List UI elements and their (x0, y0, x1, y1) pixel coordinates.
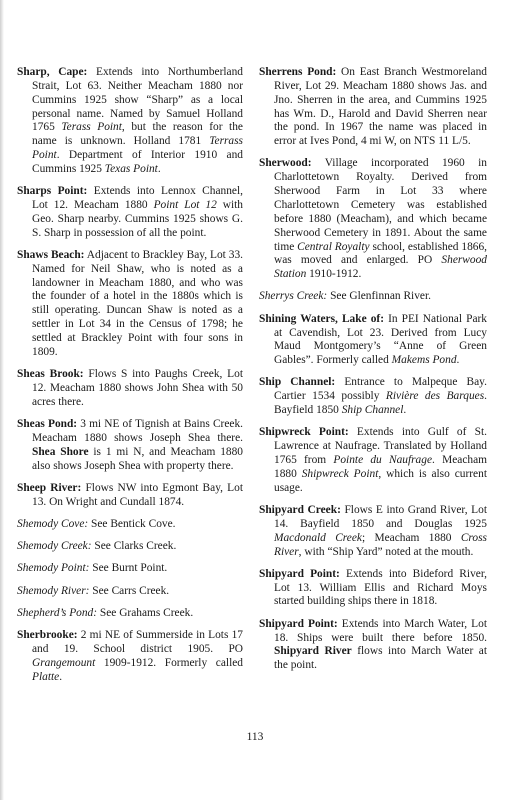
cross-reference-shemody-river (17, 585, 243, 599)
entry-text-run: Texas Point (104, 162, 158, 175)
entry-text-run: Extends into Bideford River, Lot 13. William Ellis and Richard Moys started building ships there in 1818. (274, 567, 488, 608)
entry-text-run: Adjacent to Brackley Bay, Lot 33. Named for Neil Shaw, who is noted as a landowner in Meacham 1880, and who was the founder of a hotel in the 1880s which is still operating. Duncan Shaw is noted as a settler in Lot 34 in the Census of 1798; he settled at Brackley Point with four sons in 1809. (32, 248, 243, 358)
entry-text-run: On East Branch Westmoreland River, Lot 29. Meacham 1880 shows Jas. and Jno. Sherren in the area, and Cummins 1925 has Wm. D., Harold and David Sherren near the pond. In 1967 the name was placed in error at Ives Pond, 4 mi W, on NTS 11 L/5. (274, 66, 487, 148)
entry-headword: Shipwreck Point: (259, 426, 349, 439)
entry-text-run: , but the reason for the name is unknown. Holland 1781 (32, 121, 243, 148)
gazetteer-entry-sheas-brook (17, 368, 243, 410)
entry-text-run: Ship Channel (341, 404, 404, 417)
entry-headword: Sherbrooke: (17, 628, 78, 641)
entry-headword: Sherrys Creek: (259, 290, 328, 303)
entry-text-run: In PEI National Park at Cavendish, Lot 23. Derived from Lucy Maud Montgomery’s “Anne of Green Gables”. Formerly called (274, 312, 487, 367)
entry-text-run: 2 mi NE of Summerside in Lots 17 and 19. School district 1905. PO (32, 628, 243, 655)
gazetteer-entry-shipyard-point (259, 568, 487, 610)
page-gutter-shadow (0, 0, 4, 800)
entry-text-run: flows into March Water at the point. (274, 645, 488, 672)
cross-reference-sherrys-creek (259, 290, 487, 304)
gazetteer-entry-shining-waters-lake-of (259, 313, 487, 368)
entry-text-run: . (59, 670, 63, 683)
entry-text-run: Pointe du Naufrage (333, 454, 433, 467)
entry-text-run: Terrass Point (32, 135, 243, 162)
entry-headword: Shemody Creek: (17, 540, 92, 553)
entry-headword: Shemody Point: (17, 562, 90, 575)
gazetteer-entry-sharps-point (17, 185, 243, 240)
entry-text-run: . Meacham 1880 (274, 454, 487, 480)
gazetteer-entry-shipyard-point (259, 618, 487, 673)
entry-headword: Sharp, Cape: (17, 66, 88, 78)
entry-text-run: Grangemount (32, 656, 96, 669)
entry-text-run: Shipyard River (274, 645, 352, 658)
entry-text-run: See Burnt Point. (89, 562, 168, 575)
gazetteer-entry-shaws-beach (17, 249, 243, 360)
entry-text-run: , which is also current usage. (274, 467, 487, 494)
left-column (17, 66, 243, 693)
entry-headword: Shemody River: (17, 584, 90, 597)
gazetteer-entry-sheep-river (17, 482, 243, 510)
entry-text-run: See Bentick Cove. (88, 517, 176, 530)
entry-text-run: Macdonald Creek (274, 531, 362, 544)
entry-text-run: Extends into March Water, Lot 18. Ships were built there before 1850. (274, 617, 487, 644)
entry-text-run: Extends into Lennox Channel, Lot 12. Meacham 1880 (32, 185, 243, 211)
entry-headword: Sharps Point: (17, 185, 88, 198)
gazetteer-entry-sheas-pond (17, 418, 243, 473)
gazetteer-entry-sherwood (259, 157, 487, 282)
entry-headword: Sherrens Pond: (259, 66, 337, 78)
entry-text-run: Rivière des Barques (385, 390, 485, 403)
entry-text-run: Central Royalty (297, 240, 370, 253)
entry-text-run: . Bayfield 1850 (274, 390, 487, 417)
entry-text-run: , with “Ship Yard” noted at the mouth. (298, 545, 474, 558)
gazetteer-entry-ship-channel (259, 376, 487, 418)
entry-text-run: 3 mi NE of Tignish at Bains Creek. Meacham 1880 shows Joseph Shea there. (32, 417, 243, 444)
cross-reference-shepherd-s-pond (17, 607, 243, 621)
entry-text-run: Shipwreck Point (301, 467, 379, 480)
entry-headword: Shining Waters, Lake of: (259, 312, 384, 325)
gazetteer-entry-sherbrooke (17, 629, 243, 684)
entry-text-run: Point Lot 12 (153, 198, 217, 211)
entry-headword: Shipyard Point: (259, 567, 340, 580)
entry-text-run: school, established 1866, was moved and enlarged. PO (274, 240, 487, 267)
entry-text-run: . (157, 162, 161, 175)
entry-text-run: Shea Shore (32, 445, 89, 458)
gazetteer-entry-shipwreck-point (259, 426, 487, 495)
entry-text-run: . (403, 404, 407, 417)
entry-text-run: Extends into Gulf of St. Lawrence at Naufrage. Translated by Holland 1765 from (274, 426, 487, 467)
gazetteer-entry-sharp-cape (17, 66, 243, 177)
entry-text-run: See Clarks Creek. (91, 540, 177, 553)
entry-text-run: Village incorporated 1960 in Charlottetown Royalty. Derived from Sherwood Farm in Lot 33 where Charlottetown Cemetery was established before 1880 (Meacham), and which became Sherwood Cemetery in 1891. About the same time (274, 157, 487, 253)
entry-headword: Shipyard Creek: (259, 503, 341, 516)
entry-headword: Shipyard Point: (259, 617, 338, 630)
cross-reference-shemody-creek (17, 540, 243, 554)
entry-text-run: Sherwood Station (274, 254, 487, 281)
entry-text-run: Makems Pond (391, 354, 457, 367)
gazetteer-entry-sherrens-pond (259, 66, 487, 149)
page-number: 113 (246, 731, 264, 743)
entry-text-run: Terass Point (61, 121, 122, 134)
entry-text-run: Entrance to Malpeque Bay. Cartier 1534 possibly (274, 376, 487, 403)
entry-text-run: . (456, 354, 460, 367)
entry-text-run: 1910-1912. (306, 268, 362, 281)
entry-headword: Shemody Cove: (17, 517, 89, 530)
entry-headword: Shepherd’s Pond: (17, 606, 98, 619)
entry-text-run: Flows E into Grand River, Lot 14. Bayfield 1850 and Douglas 1925 (274, 503, 487, 530)
cross-reference-shemody-point (17, 562, 243, 576)
entry-text-run: Cross River (274, 531, 487, 558)
entry-text-run: See Grahams Creek. (97, 606, 194, 619)
gazetteer-entry-shipyard-creek (259, 504, 487, 559)
entry-text-run: See Carrs Creek. (89, 584, 170, 597)
entry-text-run: ; Meacham 1880 (361, 531, 461, 544)
cross-reference-shemody-cove (17, 518, 243, 532)
entry-text-run: Platte (32, 670, 60, 683)
entry-headword: Shaws Beach: (17, 248, 85, 261)
entry-headword: Ship Channel: (259, 376, 336, 389)
entry-text-run: is 1 mi N, and Meacham 1880 also shows Joseph Shea with property there. (32, 445, 243, 472)
entry-headword: Sheas Brook: (17, 368, 84, 381)
entry-text-run: Flows NW into Egmont Bay, Lot 13. On Wright and Cundall 1874. (32, 481, 243, 508)
entry-text-run: with Geo. Sharp nearby. Cummins 1925 shows G. S. Sharp in possession of all the point. (32, 198, 243, 239)
right-column (259, 66, 487, 681)
entry-headword: Sherwood: (259, 157, 312, 170)
entry-text-run: 1909-1912. Formerly called (95, 656, 243, 669)
entry-text-run: See Glenfinnan River. (327, 290, 431, 303)
entry-text-run: Flows S into Paughs Creek, Lot 12. Meacham 1880 shows John Shea with 50 acres there. (32, 368, 243, 408)
entry-text-run: Extends into Northumberland Strait, Lot 63. Neither Meacham 1880 nor Cummins 1925 show “Sharp” as a local personal name. Named by Samuel Holland 1765 (32, 66, 243, 134)
entry-headword: Sheep River: (17, 481, 82, 494)
entry-text-run: . Department of Interior 1910 and Cummins 1925 (32, 149, 243, 175)
entry-headword: Sheas Pond: (17, 417, 78, 430)
